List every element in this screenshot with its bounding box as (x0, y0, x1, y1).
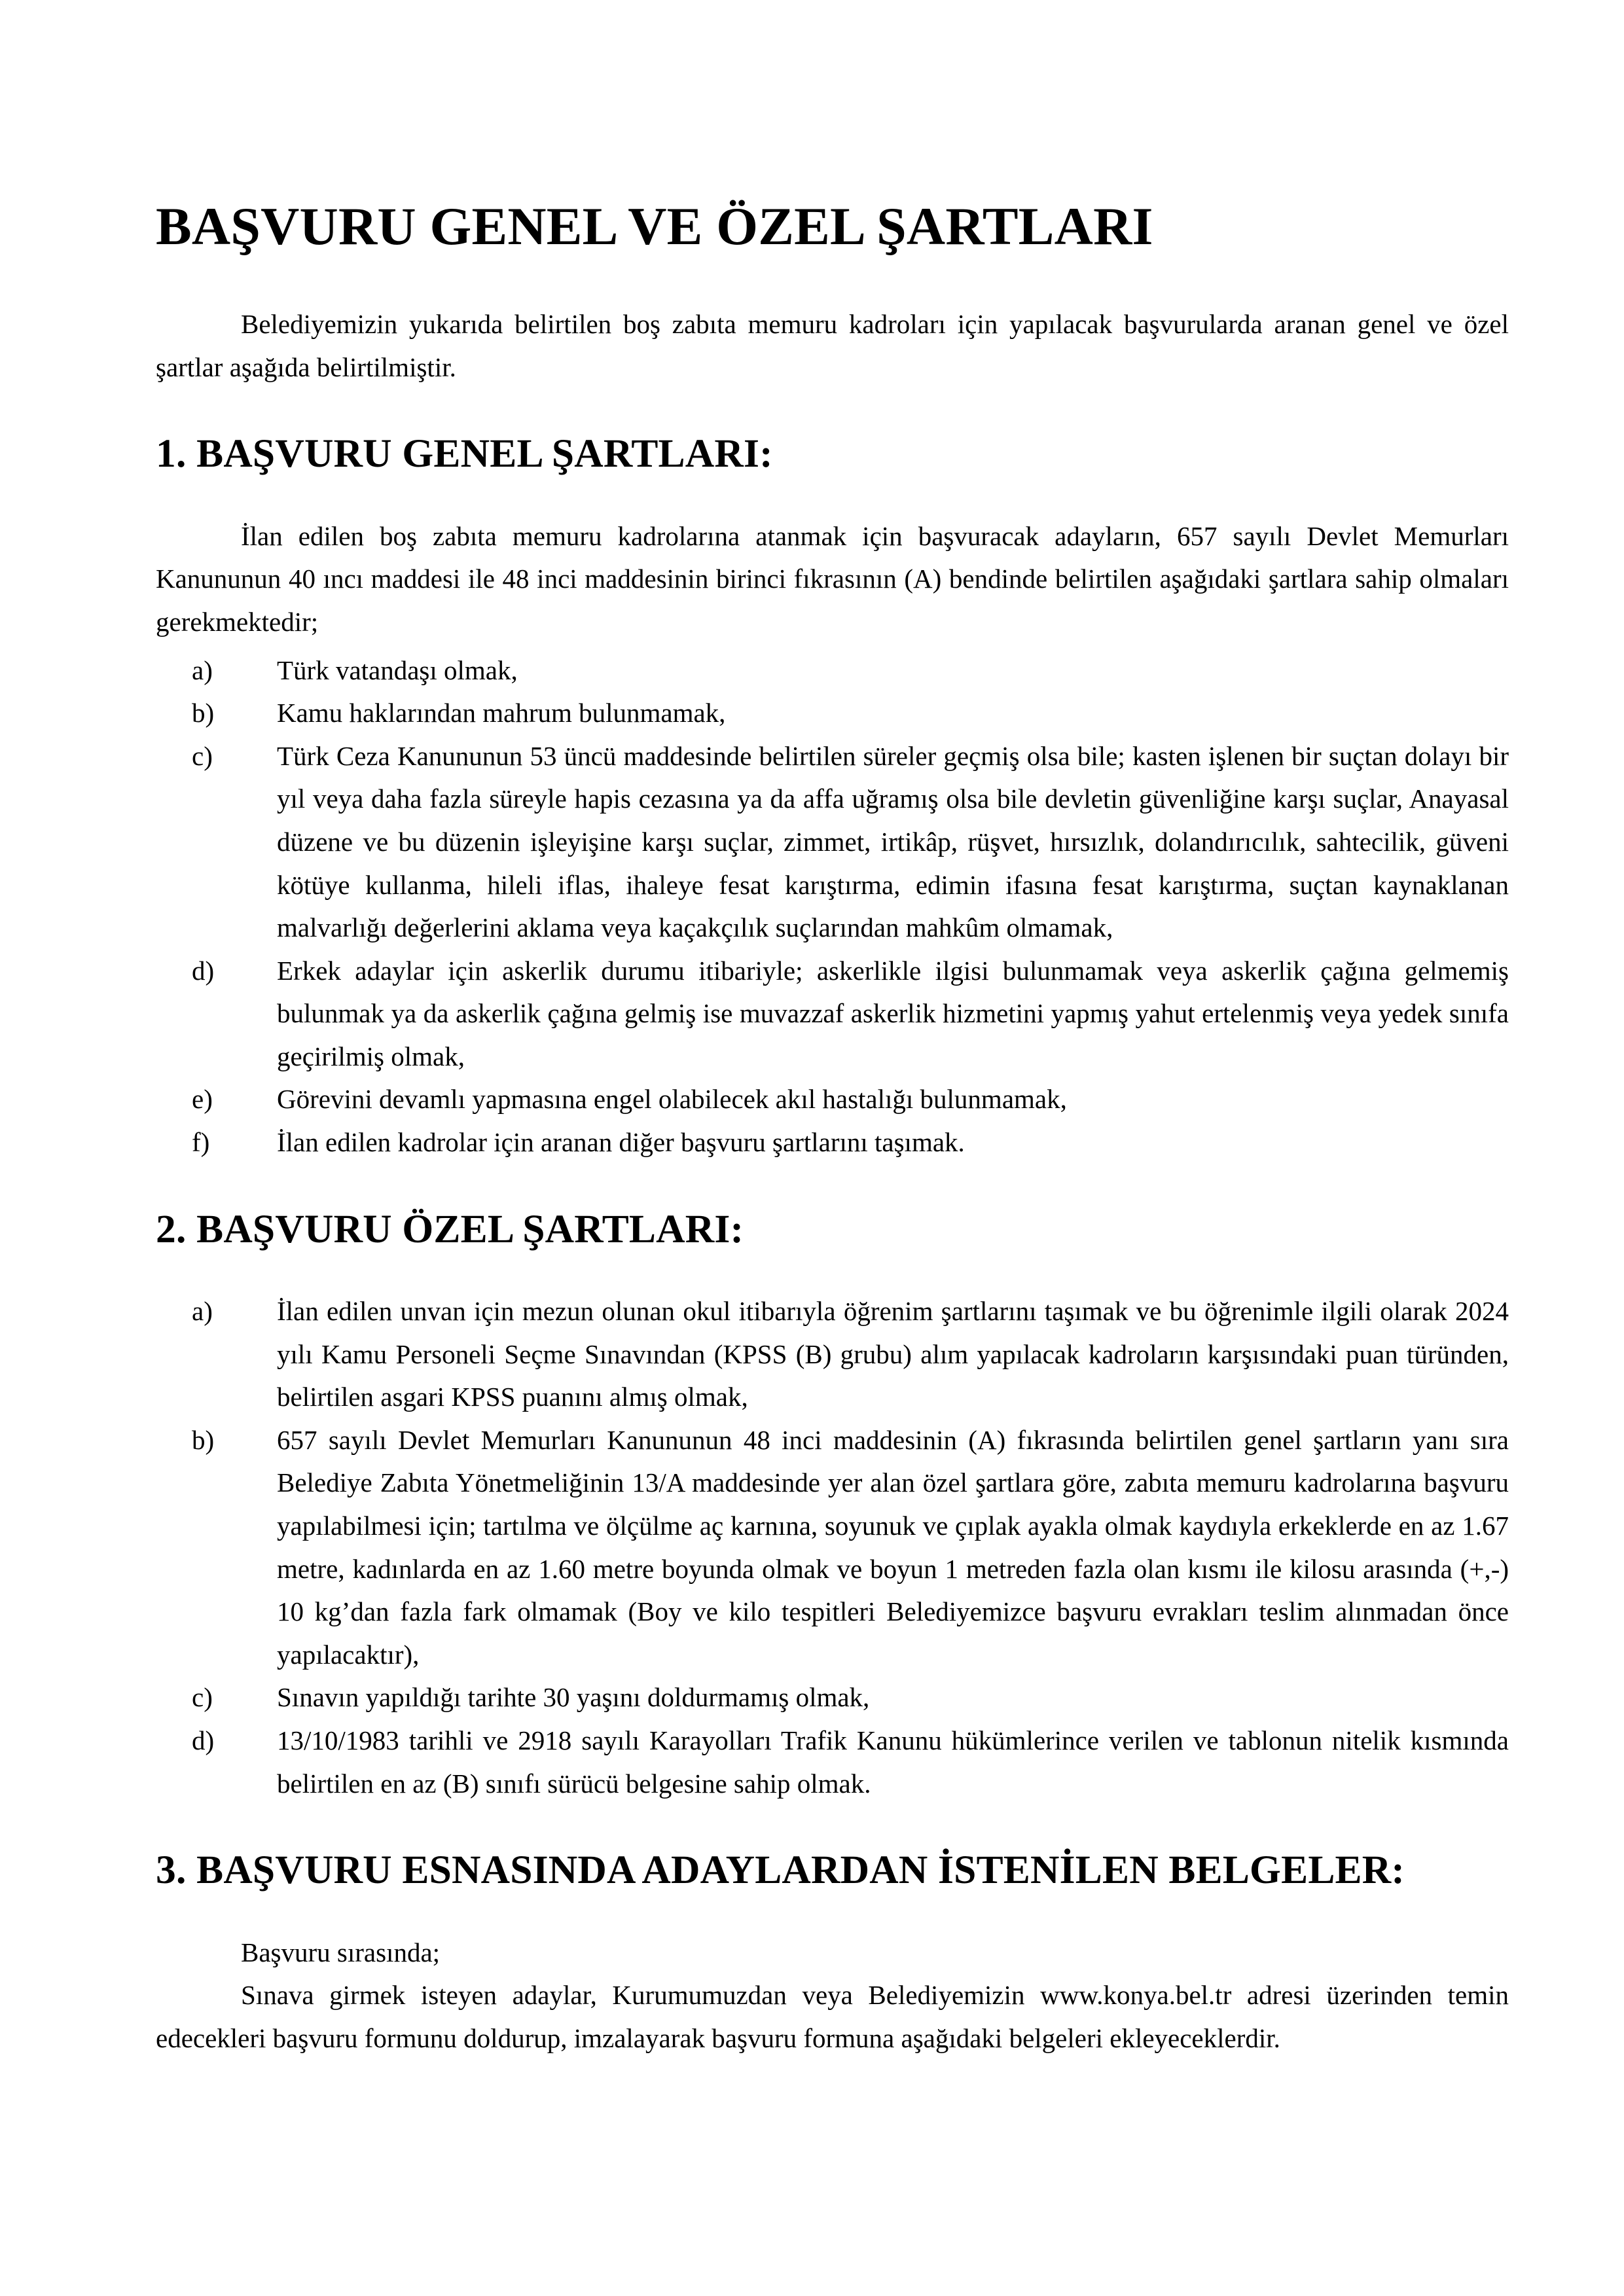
section-heading-special: 2. BAŞVURU ÖZEL ŞARTLARI: (156, 1206, 744, 1251)
list-item (192, 1121, 1509, 1164)
list-item-marker: b) (192, 698, 215, 728)
list-item-marker: f) (192, 1127, 210, 1158)
list-item-text: Türk vatandaşı olmak, (277, 655, 518, 685)
list-item (192, 1419, 1509, 1677)
section-heading-general: 1. BAŞVURU GENEL ŞARTLARI: (156, 431, 773, 476)
list-item-marker: b) (192, 1424, 215, 1455)
general-conditions-list (156, 649, 1509, 1164)
page-title: BAŞVURU GENEL VE ÖZEL ŞARTLARI (156, 196, 1153, 256)
list-item-marker: e) (192, 1084, 213, 1115)
list-item-text: Erkek adaylar için askerlik durumu itibariyle; askerlikle ilgisi bulunmamak veya askerlik çağına gelmemiş bulunmak ya da askerlik çağına gelmiş ise muvazzaf askerlik hizmetini yapmış yahut ertelenmiş veya yedek sınıfa geçirilmiş olmak, (277, 955, 1509, 1071)
list-item (192, 1078, 1509, 1121)
list-item (192, 649, 1509, 692)
list-item-text: Sınavın yapıldığı tarihte 30 yaşını doldurmamış olmak, (277, 1682, 870, 1713)
list-item-text: Kamu haklarından mahrum bulunmamak, (277, 698, 726, 728)
list-item-text: İlan edilen kadrolar için aranan diğer başvuru şartlarını taşımak. (277, 1127, 965, 1158)
general-lead-paragraph: İlan edilen boş zabıta memuru kadrolarına atanmak için başvuracak adayların, 657 sayılı Devlet Memurları Kanununun 40 ıncı maddesi ile 48 inci maddesinin birinci fıkrasının (A) bendinde belirtilen aşağıdaki şartlara sahip olmaları gerekmektedir; (156, 520, 1509, 637)
list-item (192, 1676, 1509, 1719)
list-item-text: Görevini devamlı yapmasına engel olabilecek akıl hastalığı bulunmamak, (277, 1084, 1067, 1115)
list-item-marker: c) (192, 1682, 213, 1713)
list-item-marker: d) (192, 1725, 215, 1755)
document-body (156, 183, 1509, 2060)
list-item-text: 657 sayılı Devlet Memurları Kanununun 48 inci maddesinin (A) fıkrasında belirtilen genel şartların yanı sıra Belediye Zabıta Yönetmeliğinin 13/A maddesinde yer alan özel şartlara göre, zabıta memuru kadrolarına başvuru yapılabilmesi için; tartılma ve ölçülme aç karnına, soyunuk ve çıplak ayakla olmak kaydıyla erkeklerde en az 1.67 metre, kadınlarda en az 1.60 metre boyunda olmak ve boyun 1 metreden fazla olan kısmı ile kilosu arasında (+,-) 10 kg’dan fazla fark olmamak (Boy ve kilo tespitleri Belediyemizce başvuru evrakları teslim alınmadan önce yapılacaktır), (277, 1424, 1509, 1670)
list-item (192, 735, 1509, 950)
list-item-marker: a) (192, 655, 213, 685)
list-item (192, 950, 1509, 1079)
special-conditions-list (156, 1290, 1509, 1805)
documents-line-2: Sınava girmek isteyen adaylar, Kurumumuzdan veya Belediyemizin www.konya.bel.tr adresi üzerinden temin edecekleri başvuru formunu doldurup, imzalayarak başvuru formuna aşağıdaki belgeleri ekleyeceklerdir. (156, 1980, 1509, 2053)
section-heading-documents: 3. BAŞVURU ESNASINDA ADAYLARDAN İSTENİLEN BELGELER: (156, 1848, 1405, 1893)
list-item (192, 1290, 1509, 1419)
list-item-text: İlan edilen unvan için mezun olunan okul itibarıyla öğrenim şartlarını taşımak ve bu öğrenimle ilgili olarak 2024 yılı Kamu Personeli Seçme Sınavından (KPSS (B) grubu) alım yapılacak kadroların karşısındaki puan türünden, belirtilen asgari KPSS puanını almış olmak, (277, 1296, 1509, 1412)
documents-line-1: Başvuru sırasında; (241, 1937, 441, 1967)
closing-block (156, 1931, 1509, 2060)
list-item-marker: d) (192, 955, 215, 986)
list-item (192, 692, 1509, 735)
list-item-marker: c) (192, 740, 213, 771)
list-item (192, 1719, 1509, 1805)
list-item-text: Türk Ceza Kanununun 53 üncü maddesinde belirtilen süreler geçmiş olsa bile; kasten işlenen bir suçtan dolayı bir yıl veya daha fazla süreyle hapis cezasına ya da affa uğramış olsa bile devletin güvenliğine karşı suçlar, Anayasal düzene ve bu düzenin işleyişine karşı suçlar, zimmet, irtikâp, rüşvet, hırsızlık, dolandırıcılık, sahtecilik, güveni kötüye kullanma, hileli iflas, ihaleye fesat karıştırma, edimin ifasına fesat karıştırma, suçtan kaynaklanan malvarlığı değerlerini aklama veya kaçakçılık suçlarından mahkûm olmamak, (277, 740, 1509, 943)
list-item-marker: a) (192, 1296, 213, 1327)
list-item-text: 13/10/1983 tarihli ve 2918 sayılı Karayolları Trafik Kanunu hükümlerince verilen ve tablonun nitelik kısmında belirtilen en az (B) sınıfı sürücü belgesine sahip olmak. (277, 1725, 1509, 1799)
intro-paragraph: Belediyemizin yukarıda belirtilen boş zabıta memuru kadroları için yapılacak başvurularda aranan genel ve özel şartlar aşağıda belirtilmiştir. (156, 309, 1509, 382)
